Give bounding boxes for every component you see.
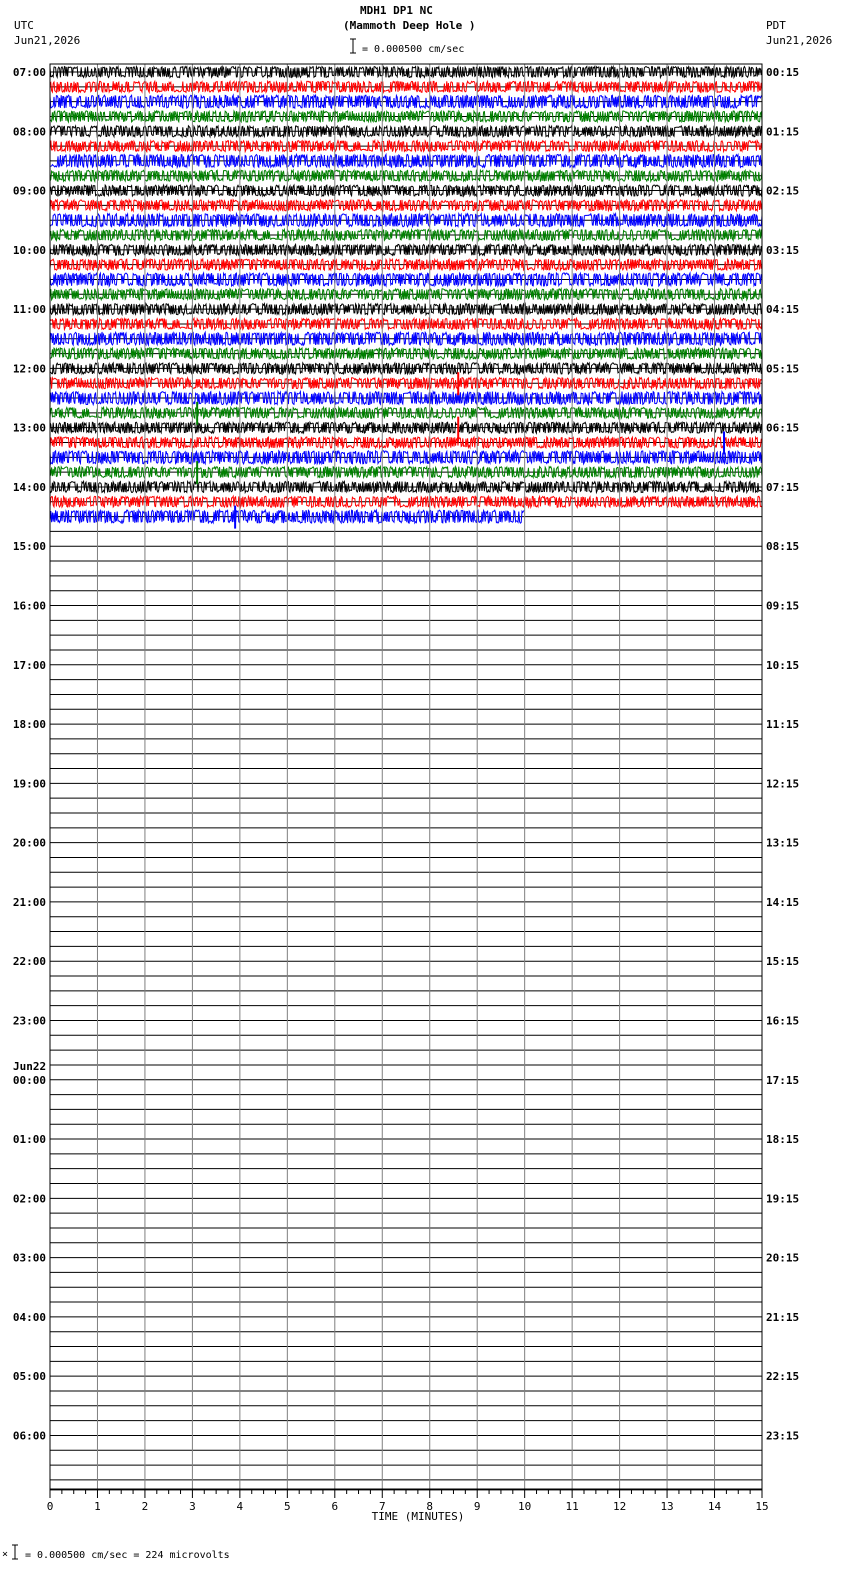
utc-hour-label: 00:00 bbox=[12, 1073, 46, 1087]
pdt-hour-label: 03:15 bbox=[766, 243, 800, 257]
utc-hour-label: 18:00 bbox=[12, 718, 46, 732]
pdt-hour-label: 12:15 bbox=[766, 777, 800, 791]
x-tick-label: 9 bbox=[473, 1500, 481, 1513]
seismic-trace bbox=[50, 126, 762, 137]
utc-hour-label: 15:00 bbox=[12, 540, 46, 554]
utc-hour-label: 21:00 bbox=[12, 895, 46, 909]
utc-hour-label: 14:00 bbox=[12, 480, 46, 494]
pdt-hour-label: 19:15 bbox=[766, 1192, 800, 1206]
seismic-trace bbox=[50, 81, 762, 92]
pdt-hour-label: 16:15 bbox=[766, 1014, 800, 1028]
pdt-hour-label: 04:15 bbox=[766, 303, 800, 317]
right-date: Jun21,2026 bbox=[766, 34, 833, 47]
pdt-hour-label: 22:15 bbox=[766, 1370, 800, 1384]
pdt-hour-label: 17:15 bbox=[766, 1073, 800, 1087]
calibration-bar-icon bbox=[10, 1544, 20, 1564]
utc-hour-label: 11:00 bbox=[12, 303, 46, 317]
seismic-trace bbox=[50, 230, 762, 241]
utc-hour-label: 09:00 bbox=[12, 184, 46, 198]
pdt-hour-label: 05:15 bbox=[766, 362, 800, 376]
pdt-hour-label: 23:15 bbox=[766, 1429, 800, 1443]
utc-hour-label: 19:00 bbox=[12, 777, 46, 791]
x-tick-label: 2 bbox=[141, 1500, 149, 1513]
utc-hour-label: 20:00 bbox=[12, 836, 46, 850]
pdt-hour-label: 09:15 bbox=[766, 599, 800, 613]
utc-date-change-label: Jun22 bbox=[13, 1059, 47, 1073]
pdt-hour-label: 14:15 bbox=[766, 895, 800, 909]
x-tick-label: 7 bbox=[378, 1500, 386, 1513]
pdt-hour-label: 13:15 bbox=[766, 836, 800, 850]
pdt-hour-label: 01:15 bbox=[766, 125, 800, 139]
utc-hour-label: 07:00 bbox=[12, 66, 46, 79]
utc-hour-label: 01:00 bbox=[12, 1133, 46, 1147]
scale-bar-icon bbox=[348, 38, 358, 55]
pdt-hour-label: 00:15 bbox=[766, 66, 800, 79]
calibration-marker-icon: × bbox=[2, 1549, 9, 1560]
utc-hour-label: 05:00 bbox=[12, 1370, 46, 1384]
utc-hour-label: 23:00 bbox=[12, 1014, 46, 1028]
utc-hour-label: 22:00 bbox=[12, 955, 46, 969]
pdt-hour-label: 08:15 bbox=[766, 540, 800, 554]
utc-hour-label: 13:00 bbox=[12, 421, 46, 435]
x-tick-label: 14 bbox=[707, 1500, 722, 1513]
utc-hour-label: 03:00 bbox=[12, 1251, 46, 1265]
seismic-trace bbox=[50, 289, 762, 300]
x-tick-label: 1 bbox=[94, 1500, 101, 1513]
x-tick-label: 10 bbox=[518, 1500, 532, 1513]
pdt-hour-label: 18:15 bbox=[766, 1133, 800, 1147]
utc-hour-label: 08:00 bbox=[12, 125, 46, 139]
x-tick-label: 4 bbox=[236, 1500, 244, 1513]
utc-hour-label: 16:00 bbox=[12, 599, 46, 613]
left-date: Jun21,2026 bbox=[14, 34, 81, 47]
right-timezone: PDT bbox=[766, 19, 786, 32]
x-tick-label: 5 bbox=[284, 1500, 291, 1513]
seismic-trace bbox=[50, 482, 762, 493]
x-tick-label: 11 bbox=[565, 1500, 579, 1513]
seismic-trace bbox=[50, 141, 762, 152]
pdt-hour-label: 15:15 bbox=[766, 955, 800, 969]
station-location: (Mammoth Deep Hole ) bbox=[343, 19, 476, 32]
scale-value: = 0.000500 cm/sec bbox=[362, 44, 465, 55]
pdt-hour-label: 06:15 bbox=[766, 421, 800, 435]
x-tick-label: 13 bbox=[660, 1500, 674, 1513]
utc-hour-label: 12:00 bbox=[12, 362, 46, 376]
x-tick-label: 3 bbox=[189, 1500, 196, 1513]
x-tick-label: 15 bbox=[755, 1500, 769, 1513]
utc-hour-label: 02:00 bbox=[12, 1192, 46, 1206]
x-tick-label: 0 bbox=[46, 1500, 54, 1513]
calibration-text: = 0.000500 cm/sec = 224 microvolts bbox=[25, 1550, 230, 1561]
pdt-hour-label: 02:15 bbox=[766, 184, 800, 198]
station-title: MDH1 DP1 NC bbox=[360, 4, 433, 17]
pdt-hour-label: 20:15 bbox=[766, 1251, 800, 1265]
x-tick-label: 12 bbox=[612, 1500, 627, 1513]
utc-hour-label: 17:00 bbox=[12, 658, 46, 672]
left-timezone: UTC bbox=[14, 19, 34, 32]
utc-hour-label: 10:00 bbox=[12, 243, 46, 257]
utc-hour-label: 06:00 bbox=[12, 1429, 46, 1443]
x-tick-label: 8 bbox=[426, 1500, 434, 1513]
pdt-hour-label: 07:15 bbox=[766, 480, 800, 494]
x-axis-label: TIME (MINUTES) bbox=[371, 1510, 465, 1523]
utc-hour-label: 04:00 bbox=[12, 1310, 46, 1324]
pdt-hour-label: 21:15 bbox=[766, 1310, 800, 1324]
pdt-hour-label: 10:15 bbox=[766, 658, 800, 672]
x-tick-label: 6 bbox=[331, 1500, 339, 1513]
pdt-hour-label: 11:15 bbox=[766, 718, 800, 732]
